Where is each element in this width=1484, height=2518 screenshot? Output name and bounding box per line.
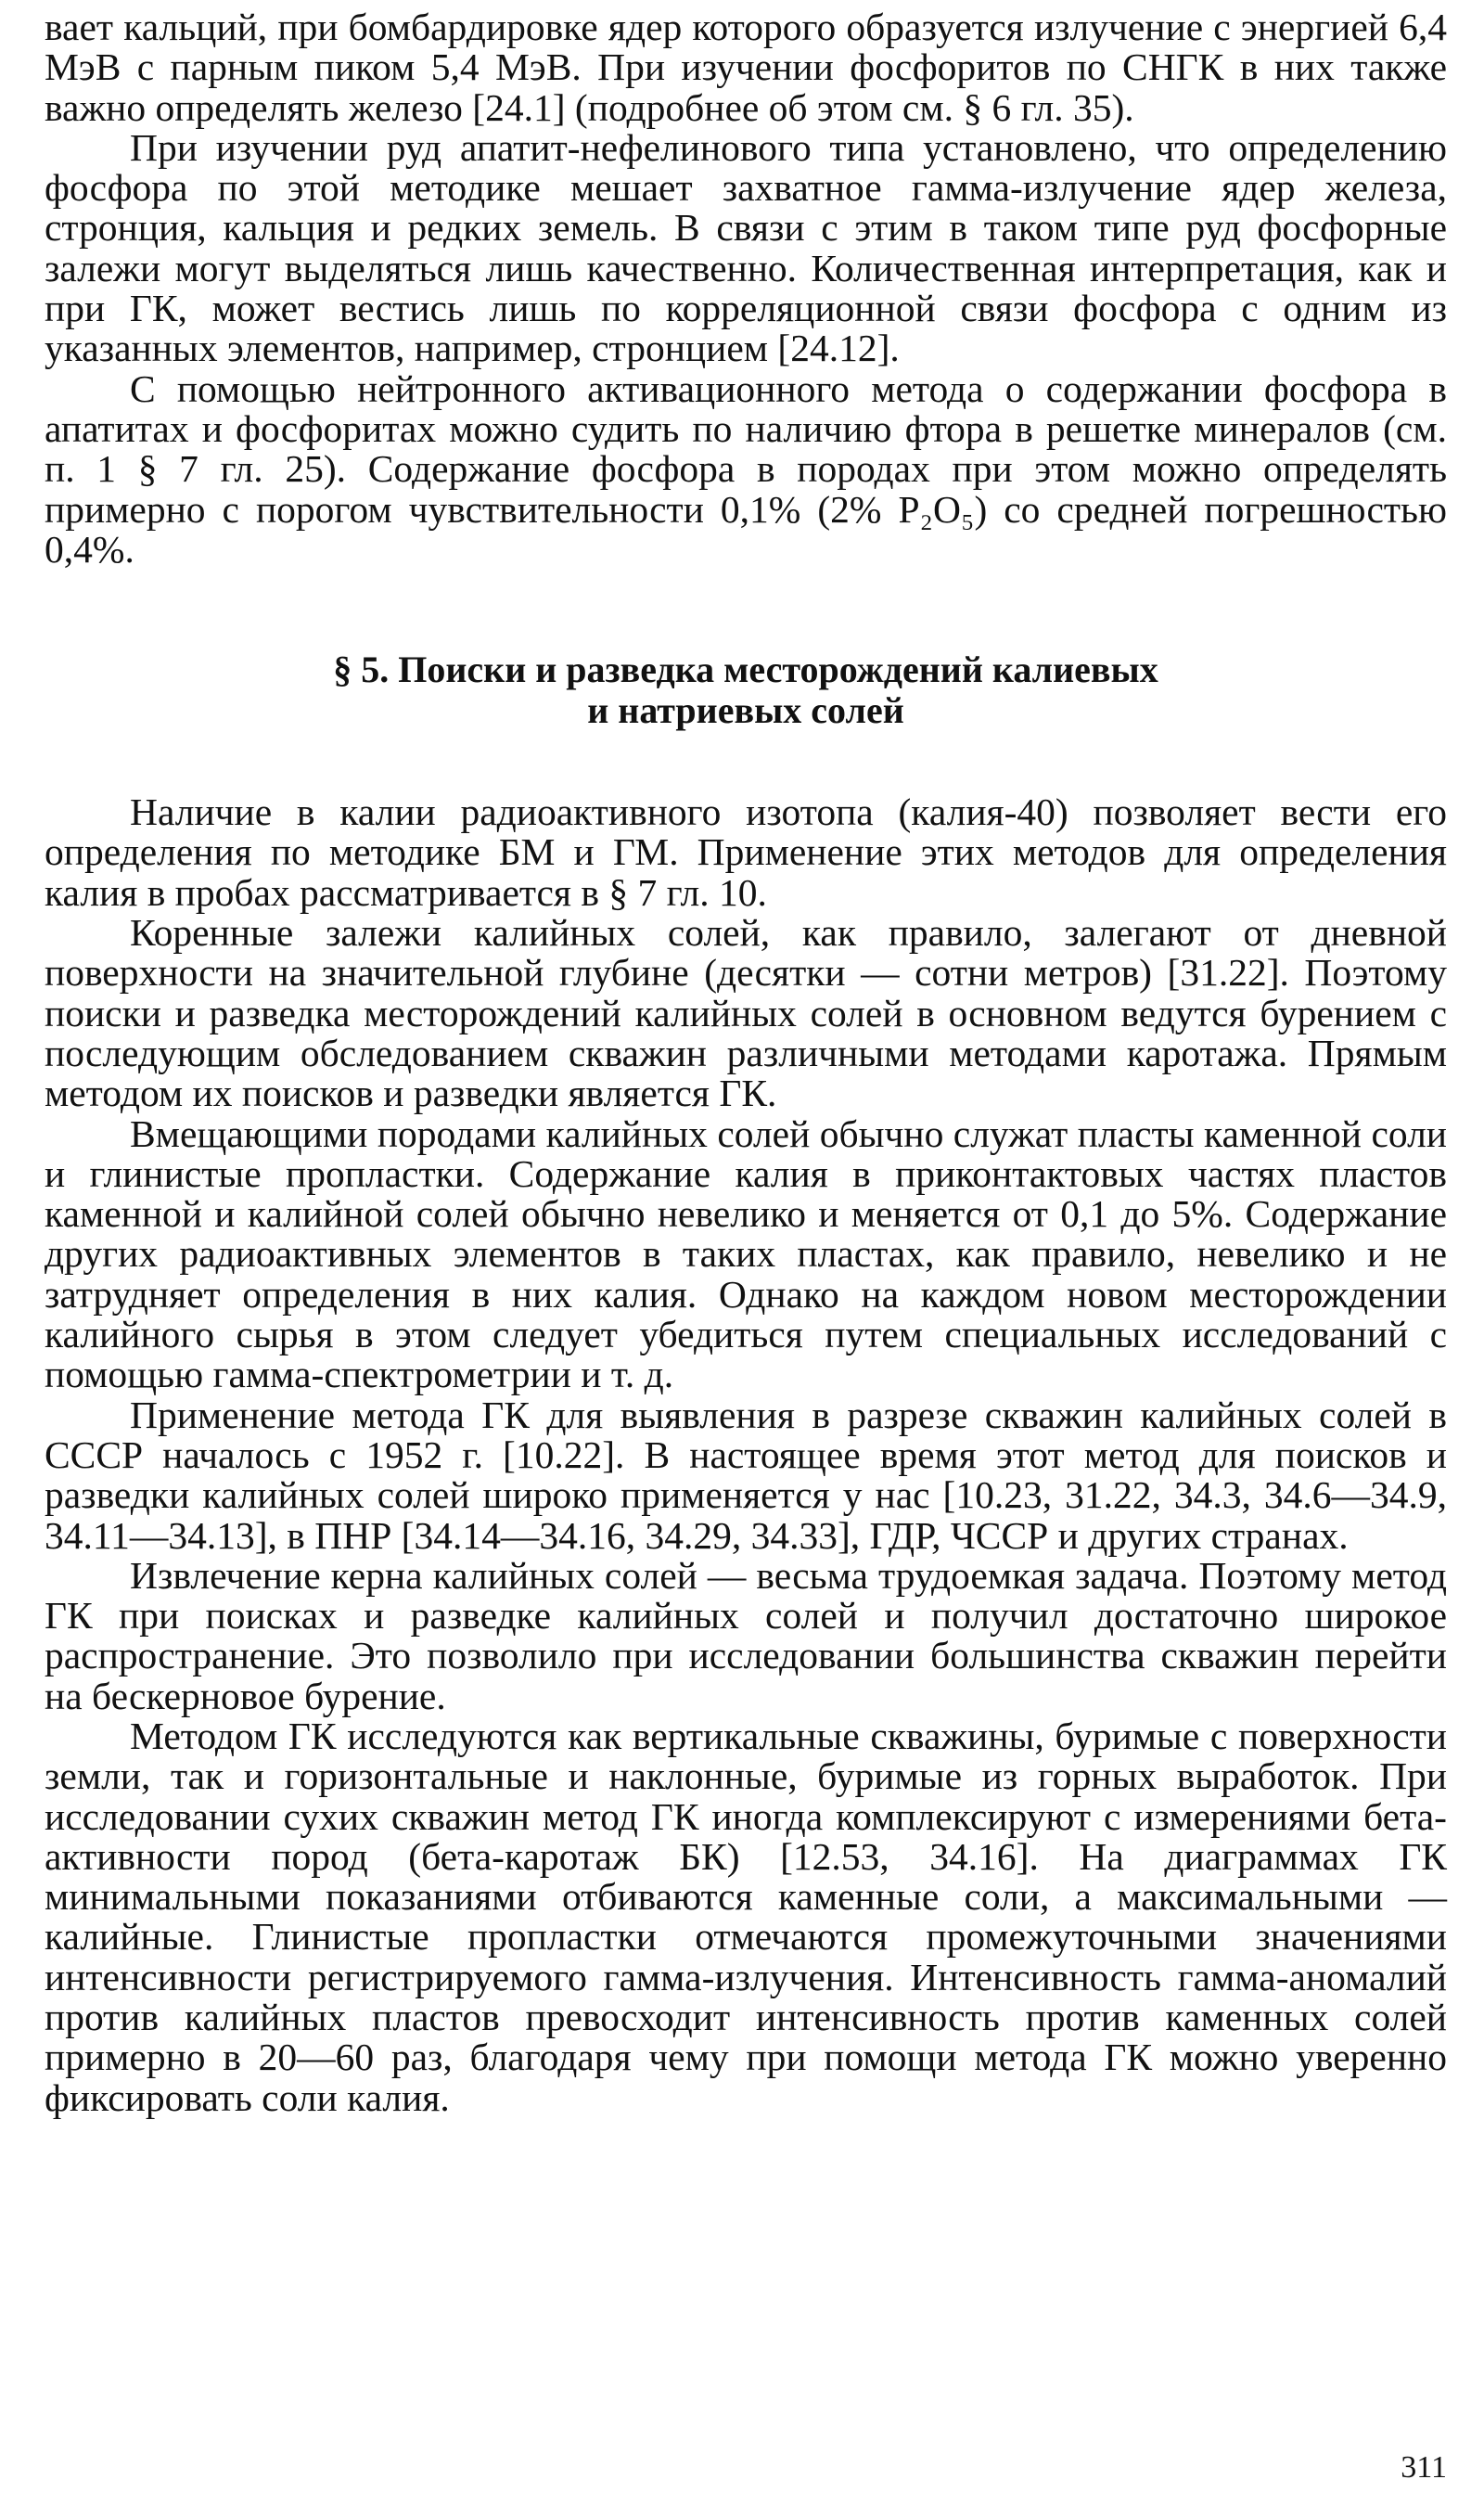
section-heading-line2: и натриевых солей (587, 689, 904, 732)
paragraph-apatite-nepheline: При изучении руд апатит-нефелинового типа установлено, что определению фосфора по этой методике мешает захватное гамма-излучение ядер железа, стронция, кальция и редких земель. В связи с этим в таком типе руд фосфорные залежи могут выделяться лишь качественно. Количественная интерпретация, как и при ГК, может вестись лишь по корреляционной связи фосфора с одним из указанных элементов, например, стронцием [24.12]. (45, 125, 1447, 370)
page (45, 7, 1447, 2118)
page-number: 311 (1401, 2450, 1447, 2485)
paragraph-host-rocks: Вмещающими породами калийных солей обычно служат пласты каменной соли и глинистые пропластки. Содержание калия в приконтактовых частях пластов каменной и калийной солей обычно невелико и меняется от 0,1 до 5%. Содержание других радиоактивных элементов в таких пластах, как правило, невелико и не затрудняет определения в них калия. Однако на каждом новом месторождении калийного сырья в этом следует убедиться путем специальных исследований с помощью гамма-спектрометрии и т. д. (45, 1111, 1447, 1396)
paragraph-deposits-depth: Коренные залежи калийных солей, как правило, залегают от дневной поверхности на значительной глубине (десятки — сотни метров) [31.22]. Поэтому поиски и разведка месторождений калийных солей в основном ведутся бурением с последующим обследованием скважин различными методами каротажа. Прямым методом их поисков и разведки является ГК. (45, 911, 1447, 1115)
paragraph-activation-method: С помощью нейтронного активационного метода о содержании фосфора в апатитах и фосфоритах можно судить по наличию фтора в решетке минералов (см. п. 1 § 7 гл. 25). Содержание фосфора в породах при этом можно определять примерно с порогом чувствительности 0,1% (2% P₂O₅) со средней погрешностью 0,4%. (45, 366, 1447, 571)
section-heading-line1: § 5. Поиски и разведка месторождений калиевых (333, 649, 1158, 691)
paragraph-history: Применение метода ГК для выявления в разрезе скважин калийных солей в СССР началось с 1952 г. [10.22]. В настоящее время этот метод для поисков и разведки калийных солей широко применяется у нас [10.23, 31.22, 34.3, 34.6—34.9, 34.11—34.13], в ПНР [34.14—34.16, 34.29, 34.33], ГДР, ЧССР и других странах. (45, 1393, 1447, 1557)
paragraph-potassium-isotope: Наличие в калии радиоактивного изотопа (калия-40) позволяет вести его определения по методике БМ и ГМ. Применение этих методов для определения калия в пробах рассматривается в § 7 гл. 10. (45, 790, 1447, 914)
paragraph-wells-study: Методом ГК исследуются как вертикальные скважины, буримые с поверхности земли, так и горизонтальные и наклонные, буримые из горных выработок. При исследовании сухих скважин метод ГК иногда комплексируют с измерениями бета-активности пород (бета-каротаж БК) [12.53, 34.16]. На диаграммах ГК минимальными показаниями отбиваются каменные соли, а максимальными — калийные. Глинистые пропластки отмечаются промежуточными значениями интенсивности регистрируемого гамма-излучения. Интенсивность гамма-аномалий против калийных пластов превосходит интенсивность против каменных солей примерно в 20—60 раз, благодаря чему при помощи метода ГК можно уверенно фиксировать соли калия. (45, 1714, 1447, 2119)
paragraph-core-extraction: Извлечение керна калийных солей — весьма трудоемкая задача. Поэтому метод ГК при поисках и разведке калийных солей и получил достаточно широкое распространение. Это позволило при исследовании большинства скважин перейти на бескерновое бурение. (45, 1553, 1447, 1717)
paragraph-continued: вает кальций, при бомбардировке ядер которого образуется излучение с энергией 6,4 МэВ с парным пиком 5,4 МэВ. При изучении фосфоритов по СНГК в них также важно определять железо [24.1] (подробнее об этом см. § 6 гл. 35). (45, 6, 1447, 129)
section-heading (45, 649, 1447, 731)
